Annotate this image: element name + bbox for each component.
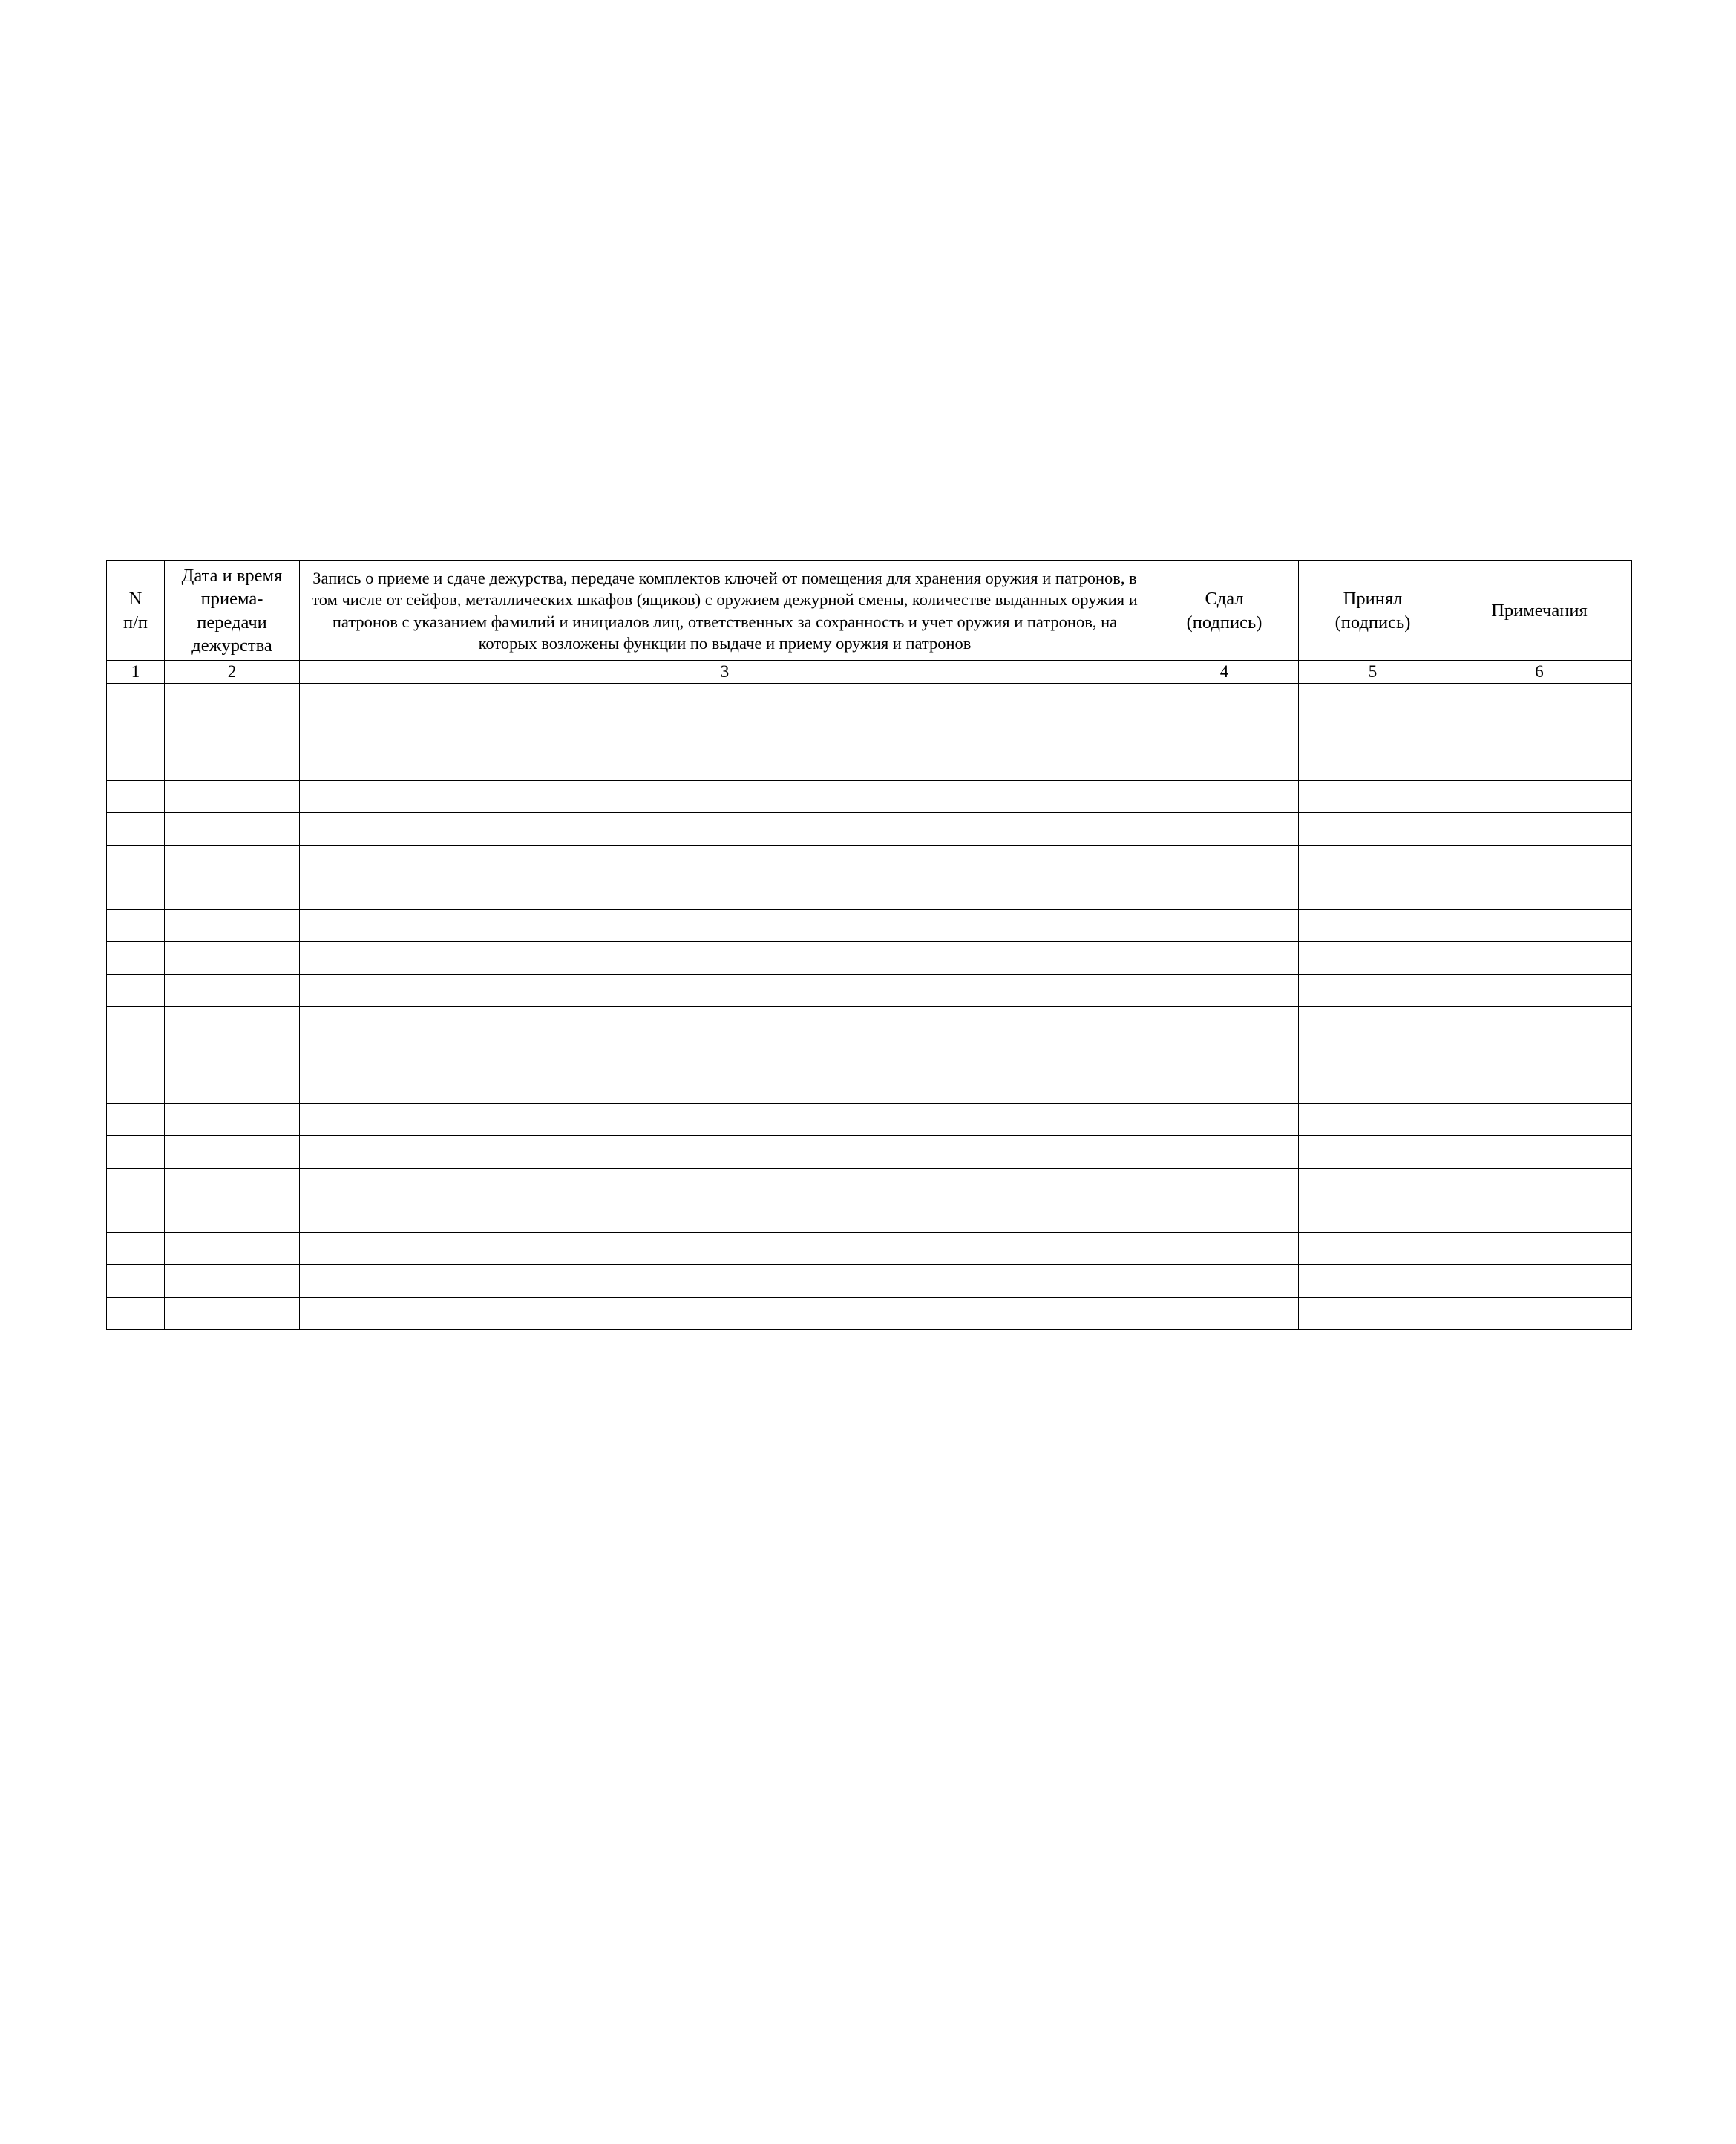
header-datetime-line3: передачи: [197, 612, 267, 633]
table-cell[interactable]: [1150, 1265, 1299, 1298]
table-cell[interactable]: [300, 845, 1150, 877]
table-row[interactable]: [107, 942, 1632, 975]
table-row[interactable]: [107, 1200, 1632, 1233]
table-cell[interactable]: [1447, 1039, 1632, 1071]
table-row[interactable]: [107, 1007, 1632, 1039]
table-cell[interactable]: [300, 942, 1150, 975]
table-cell[interactable]: [165, 813, 300, 846]
table-cell[interactable]: [107, 909, 165, 942]
table-cell[interactable]: [107, 1007, 165, 1039]
table-cell[interactable]: [1150, 748, 1299, 781]
table-row[interactable]: [107, 1071, 1632, 1104]
table-cell[interactable]: [107, 845, 165, 877]
table-cell[interactable]: [1447, 877, 1632, 910]
table-cell[interactable]: [107, 1232, 165, 1265]
table-cell[interactable]: [1299, 1200, 1447, 1233]
table-cell[interactable]: [1299, 1297, 1447, 1330]
table-cell[interactable]: [1299, 1232, 1447, 1265]
table-cell[interactable]: [165, 942, 300, 975]
duty-handover-journal-table: [106, 560, 1632, 1330]
header-cell-record-description: Запись о приеме и сдаче дежурства, передаче комплектов ключей от помещения для хранения оружия и патронов, в том числе от сейфов, металлических шкафов (ящиков) с оружием дежурной смены, количестве выданных оружия и патронов с указанием фамилий и инициалов лиц, ответственных за сохранность и учет оружия и патронов, на которых возложены функции по выдаче и приему оружия и патронов: [300, 561, 1150, 661]
table-cell[interactable]: [1447, 1232, 1632, 1265]
table-cell[interactable]: [1447, 813, 1632, 846]
header-datetime-line1: Дата и время: [181, 565, 283, 586]
table-cell[interactable]: [1447, 909, 1632, 942]
table-cell[interactable]: [1150, 1232, 1299, 1265]
table-cell[interactable]: [1299, 780, 1447, 813]
table-row[interactable]: [107, 684, 1632, 716]
table-cell[interactable]: [300, 1232, 1150, 1265]
table-cell[interactable]: [1299, 845, 1447, 877]
table-cell[interactable]: [1150, 1007, 1299, 1039]
table-cell[interactable]: [1447, 1007, 1632, 1039]
header-accepted-line2: (подпись): [1334, 612, 1411, 633]
table-cell[interactable]: [107, 780, 165, 813]
table-cell[interactable]: [165, 1007, 300, 1039]
table-cell[interactable]: [300, 974, 1150, 1007]
header-cell-number: [107, 561, 165, 661]
table-cell[interactable]: [165, 748, 300, 781]
table-cell[interactable]: [107, 1136, 165, 1169]
table-cell[interactable]: [1299, 1071, 1447, 1104]
table-row[interactable]: [107, 748, 1632, 781]
table-cell[interactable]: [107, 716, 165, 748]
table-cell[interactable]: [1447, 684, 1632, 716]
table-row[interactable]: [107, 1297, 1632, 1330]
table-cell[interactable]: [300, 1297, 1150, 1330]
column-number-1: 1: [107, 661, 165, 684]
table-cell[interactable]: [107, 684, 165, 716]
table-cell[interactable]: [1299, 748, 1447, 781]
table-cell[interactable]: [165, 716, 300, 748]
table-cell[interactable]: [165, 1232, 300, 1265]
column-number-6: 6: [1447, 661, 1632, 684]
table-cell[interactable]: [1447, 942, 1632, 975]
table-cell[interactable]: [107, 1103, 165, 1136]
table-row[interactable]: [107, 716, 1632, 748]
table-cell[interactable]: [1150, 1103, 1299, 1136]
header-accepted-line1: Принял: [1343, 589, 1403, 609]
table-row[interactable]: [107, 909, 1632, 942]
table-row[interactable]: [107, 974, 1632, 1007]
table-cell[interactable]: [300, 1265, 1150, 1298]
table-cell[interactable]: [107, 1168, 165, 1200]
table-cell[interactable]: [1447, 1071, 1632, 1104]
table-cell[interactable]: [1299, 716, 1447, 748]
header-cell-accepted: [1299, 561, 1447, 661]
table-cell[interactable]: [300, 716, 1150, 748]
table-cell[interactable]: [1150, 845, 1299, 877]
table-cell[interactable]: [165, 1071, 300, 1104]
journal-table-body: [107, 684, 1632, 1330]
table-cell[interactable]: [1150, 1168, 1299, 1200]
header-datetime-line2: приема-: [200, 589, 263, 609]
table-cell[interactable]: [1299, 1007, 1447, 1039]
header-cell-notes: [1447, 561, 1632, 661]
table-cell[interactable]: [1299, 909, 1447, 942]
table-cell[interactable]: [1150, 942, 1299, 975]
table-cell[interactable]: [1299, 1136, 1447, 1169]
table-cell[interactable]: [107, 974, 165, 1007]
table-row[interactable]: [107, 780, 1632, 813]
table-cell[interactable]: [165, 1265, 300, 1298]
table-cell[interactable]: [107, 1265, 165, 1298]
table-cell[interactable]: [107, 877, 165, 910]
table-row[interactable]: [107, 1232, 1632, 1265]
table-cell[interactable]: [1299, 1265, 1447, 1298]
table-cell[interactable]: [107, 942, 165, 975]
table-cell[interactable]: [300, 748, 1150, 781]
header-cell-datetime: [165, 561, 300, 661]
table-cell[interactable]: [107, 1071, 165, 1104]
table-cell[interactable]: [1447, 748, 1632, 781]
header-number-line2: п/п: [122, 612, 148, 633]
table-cell[interactable]: [165, 909, 300, 942]
table-cell[interactable]: [107, 813, 165, 846]
table-row[interactable]: [107, 845, 1632, 877]
table-cell[interactable]: [1447, 716, 1632, 748]
table-row[interactable]: [107, 1103, 1632, 1136]
column-number-row: [107, 661, 1632, 684]
table-cell[interactable]: [300, 1103, 1150, 1136]
table-cell[interactable]: [300, 1200, 1150, 1233]
table-cell[interactable]: [1447, 1200, 1632, 1233]
table-cell[interactable]: [165, 1297, 300, 1330]
table-cell[interactable]: [1150, 1297, 1299, 1330]
table-cell[interactable]: [300, 1039, 1150, 1071]
header-handed-over-line2: (подпись): [1186, 612, 1262, 633]
table-cell[interactable]: [1150, 1039, 1299, 1071]
table-cell[interactable]: [1150, 974, 1299, 1007]
table-row[interactable]: [107, 1136, 1632, 1169]
column-number-2: 2: [165, 661, 300, 684]
table-cell[interactable]: [1150, 1136, 1299, 1169]
table-cell[interactable]: [1150, 909, 1299, 942]
table-cell[interactable]: [165, 684, 300, 716]
column-number-4: 4: [1150, 661, 1299, 684]
table-cell[interactable]: [1299, 1168, 1447, 1200]
table-cell[interactable]: [165, 1039, 300, 1071]
column-number-5: 5: [1299, 661, 1447, 684]
table-cell[interactable]: [1150, 877, 1299, 910]
table-cell[interactable]: [165, 1136, 300, 1169]
table-row[interactable]: [107, 1168, 1632, 1200]
table-cell[interactable]: [107, 1297, 165, 1330]
header-number-line1: N: [128, 589, 143, 609]
table-cell[interactable]: [1299, 1103, 1447, 1136]
table-cell[interactable]: [1150, 1200, 1299, 1233]
table-cell[interactable]: [165, 877, 300, 910]
column-number-3: 3: [300, 661, 1150, 684]
table-cell[interactable]: [165, 780, 300, 813]
table-cell[interactable]: [300, 1007, 1150, 1039]
table-cell[interactable]: [300, 909, 1150, 942]
header-cell-handed-over: [1150, 561, 1299, 661]
table-cell[interactable]: [1447, 780, 1632, 813]
table-cell[interactable]: [1299, 1039, 1447, 1071]
table-cell[interactable]: [1150, 813, 1299, 846]
table-row[interactable]: [107, 813, 1632, 846]
table-row[interactable]: [107, 1039, 1632, 1071]
table-cell[interactable]: [1447, 974, 1632, 1007]
table-cell[interactable]: [300, 684, 1150, 716]
table-cell[interactable]: [165, 1103, 300, 1136]
table-cell[interactable]: [300, 1136, 1150, 1169]
table-cell[interactable]: [1299, 974, 1447, 1007]
table-cell[interactable]: [300, 813, 1150, 846]
table-cell[interactable]: [107, 748, 165, 781]
table-cell[interactable]: [1299, 684, 1447, 716]
table-cell[interactable]: [165, 974, 300, 1007]
table-header-row: [107, 561, 1632, 661]
table-cell[interactable]: [1447, 1265, 1632, 1298]
table-cell[interactable]: [300, 1071, 1150, 1104]
table-cell[interactable]: [1299, 813, 1447, 846]
table-row[interactable]: [107, 1265, 1632, 1298]
table-cell[interactable]: [1447, 845, 1632, 877]
table-cell[interactable]: [165, 1200, 300, 1233]
table-cell[interactable]: [1447, 1136, 1632, 1169]
header-handed-over-line1: Сдал: [1205, 589, 1244, 609]
table-cell[interactable]: [1150, 1071, 1299, 1104]
table-cell[interactable]: [300, 877, 1150, 910]
table-cell[interactable]: [1150, 780, 1299, 813]
table-cell[interactable]: [165, 1168, 300, 1200]
table-cell[interactable]: [165, 845, 300, 877]
header-datetime-line4: дежурства: [191, 635, 272, 656]
table-cell[interactable]: [1299, 877, 1447, 910]
table-row[interactable]: [107, 877, 1632, 910]
table-cell[interactable]: [1150, 684, 1299, 716]
table-cell[interactable]: [107, 1039, 165, 1071]
journal-table-container: [106, 560, 1631, 1330]
table-cell[interactable]: [300, 780, 1150, 813]
table-cell[interactable]: [1447, 1103, 1632, 1136]
table-cell[interactable]: [1447, 1297, 1632, 1330]
table-cell[interactable]: [1299, 942, 1447, 975]
header-notes-line1: Примечания: [1491, 600, 1588, 621]
table-cell[interactable]: [300, 1168, 1150, 1200]
table-cell[interactable]: [1447, 1168, 1632, 1200]
table-cell[interactable]: [107, 1200, 165, 1233]
table-cell[interactable]: [1150, 716, 1299, 748]
